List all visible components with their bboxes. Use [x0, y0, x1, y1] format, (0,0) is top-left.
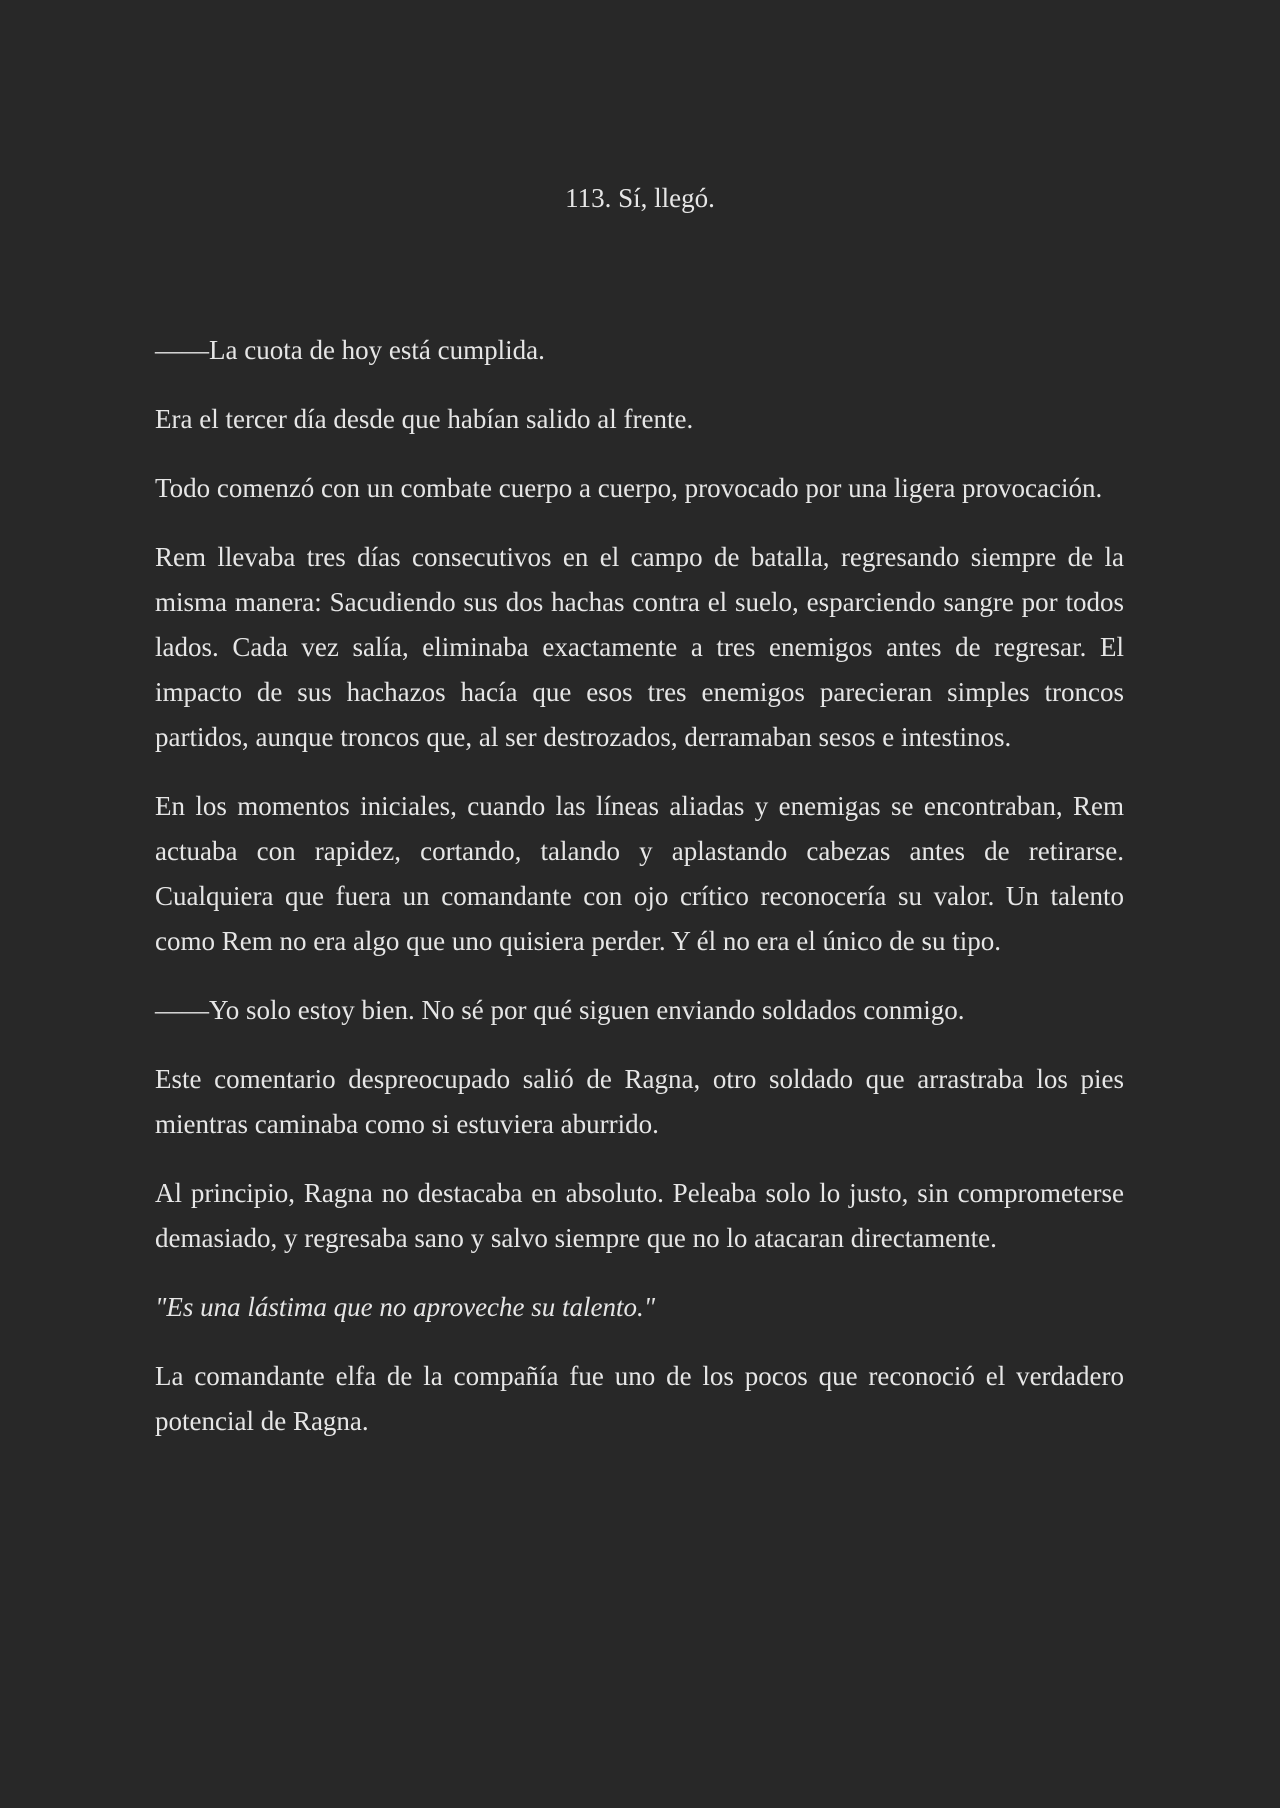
paragraph: Era el tercer día desde que habían salido al frente. — [155, 404, 694, 434]
paragraph-dialogue-2: ——Yo solo estoy bien. No sé por qué siguen enviando soldados conmigo. — [155, 995, 965, 1025]
paragraph: Todo comenzó con un combate cuerpo a cuerpo, provocado por una ligera provocación. — [155, 473, 1103, 503]
paragraph: Rem llevaba tres días consecutivos en el campo de batalla, regresando siempre de la misma manera: Sacudiendo sus dos hachas contra el suelo, esparciendo sangre por todos lados. Cada vez salía, eliminaba exactamente a tres enemigos antes de regresar. El impacto de sus hachazos hacía que esos tres enemigos parecieran simples troncos partidos, aunque troncos que, al ser destrozados, derramaban sesos e intestinos. — [155, 542, 1124, 752]
paragraph: Este comentario despreocupado salió de Ragna, otro soldado que arrastraba los pies mientras caminaba como si estuviera aburrido. — [155, 1064, 1124, 1139]
paragraph-dialogue-1: ——La cuota de hoy está cumplida. — [155, 335, 545, 365]
paragraph: Al principio, Ragna no destacaba en absoluto. Peleaba solo lo justo, sin comprometerse demasiado, y regresaba sano y salvo siempre que no lo atacaran directamente. — [155, 1178, 1124, 1253]
chapter-body — [155, 328, 1124, 1468]
chapter-title: 113. Sí, llegó. — [565, 183, 715, 213]
paragraph: La comandante elfa de la compañía fue uno de los pocos que reconoció el verdadero potencial de Ragna. — [155, 1361, 1124, 1436]
paragraph-thought: "Es una lástima que no aproveche su talento." — [155, 1292, 656, 1322]
paragraph: En los momentos iniciales, cuando las líneas aliadas y enemigas se encontraban, Rem actuaba con rapidez, cortando, talando y aplastando cabezas antes de retirarse. Cualquiera que fuera un comandante con ojo crítico reconocería su valor. Un talento como Rem no era algo que uno quisiera perder. Y él no era el único de su tipo. — [155, 791, 1124, 956]
